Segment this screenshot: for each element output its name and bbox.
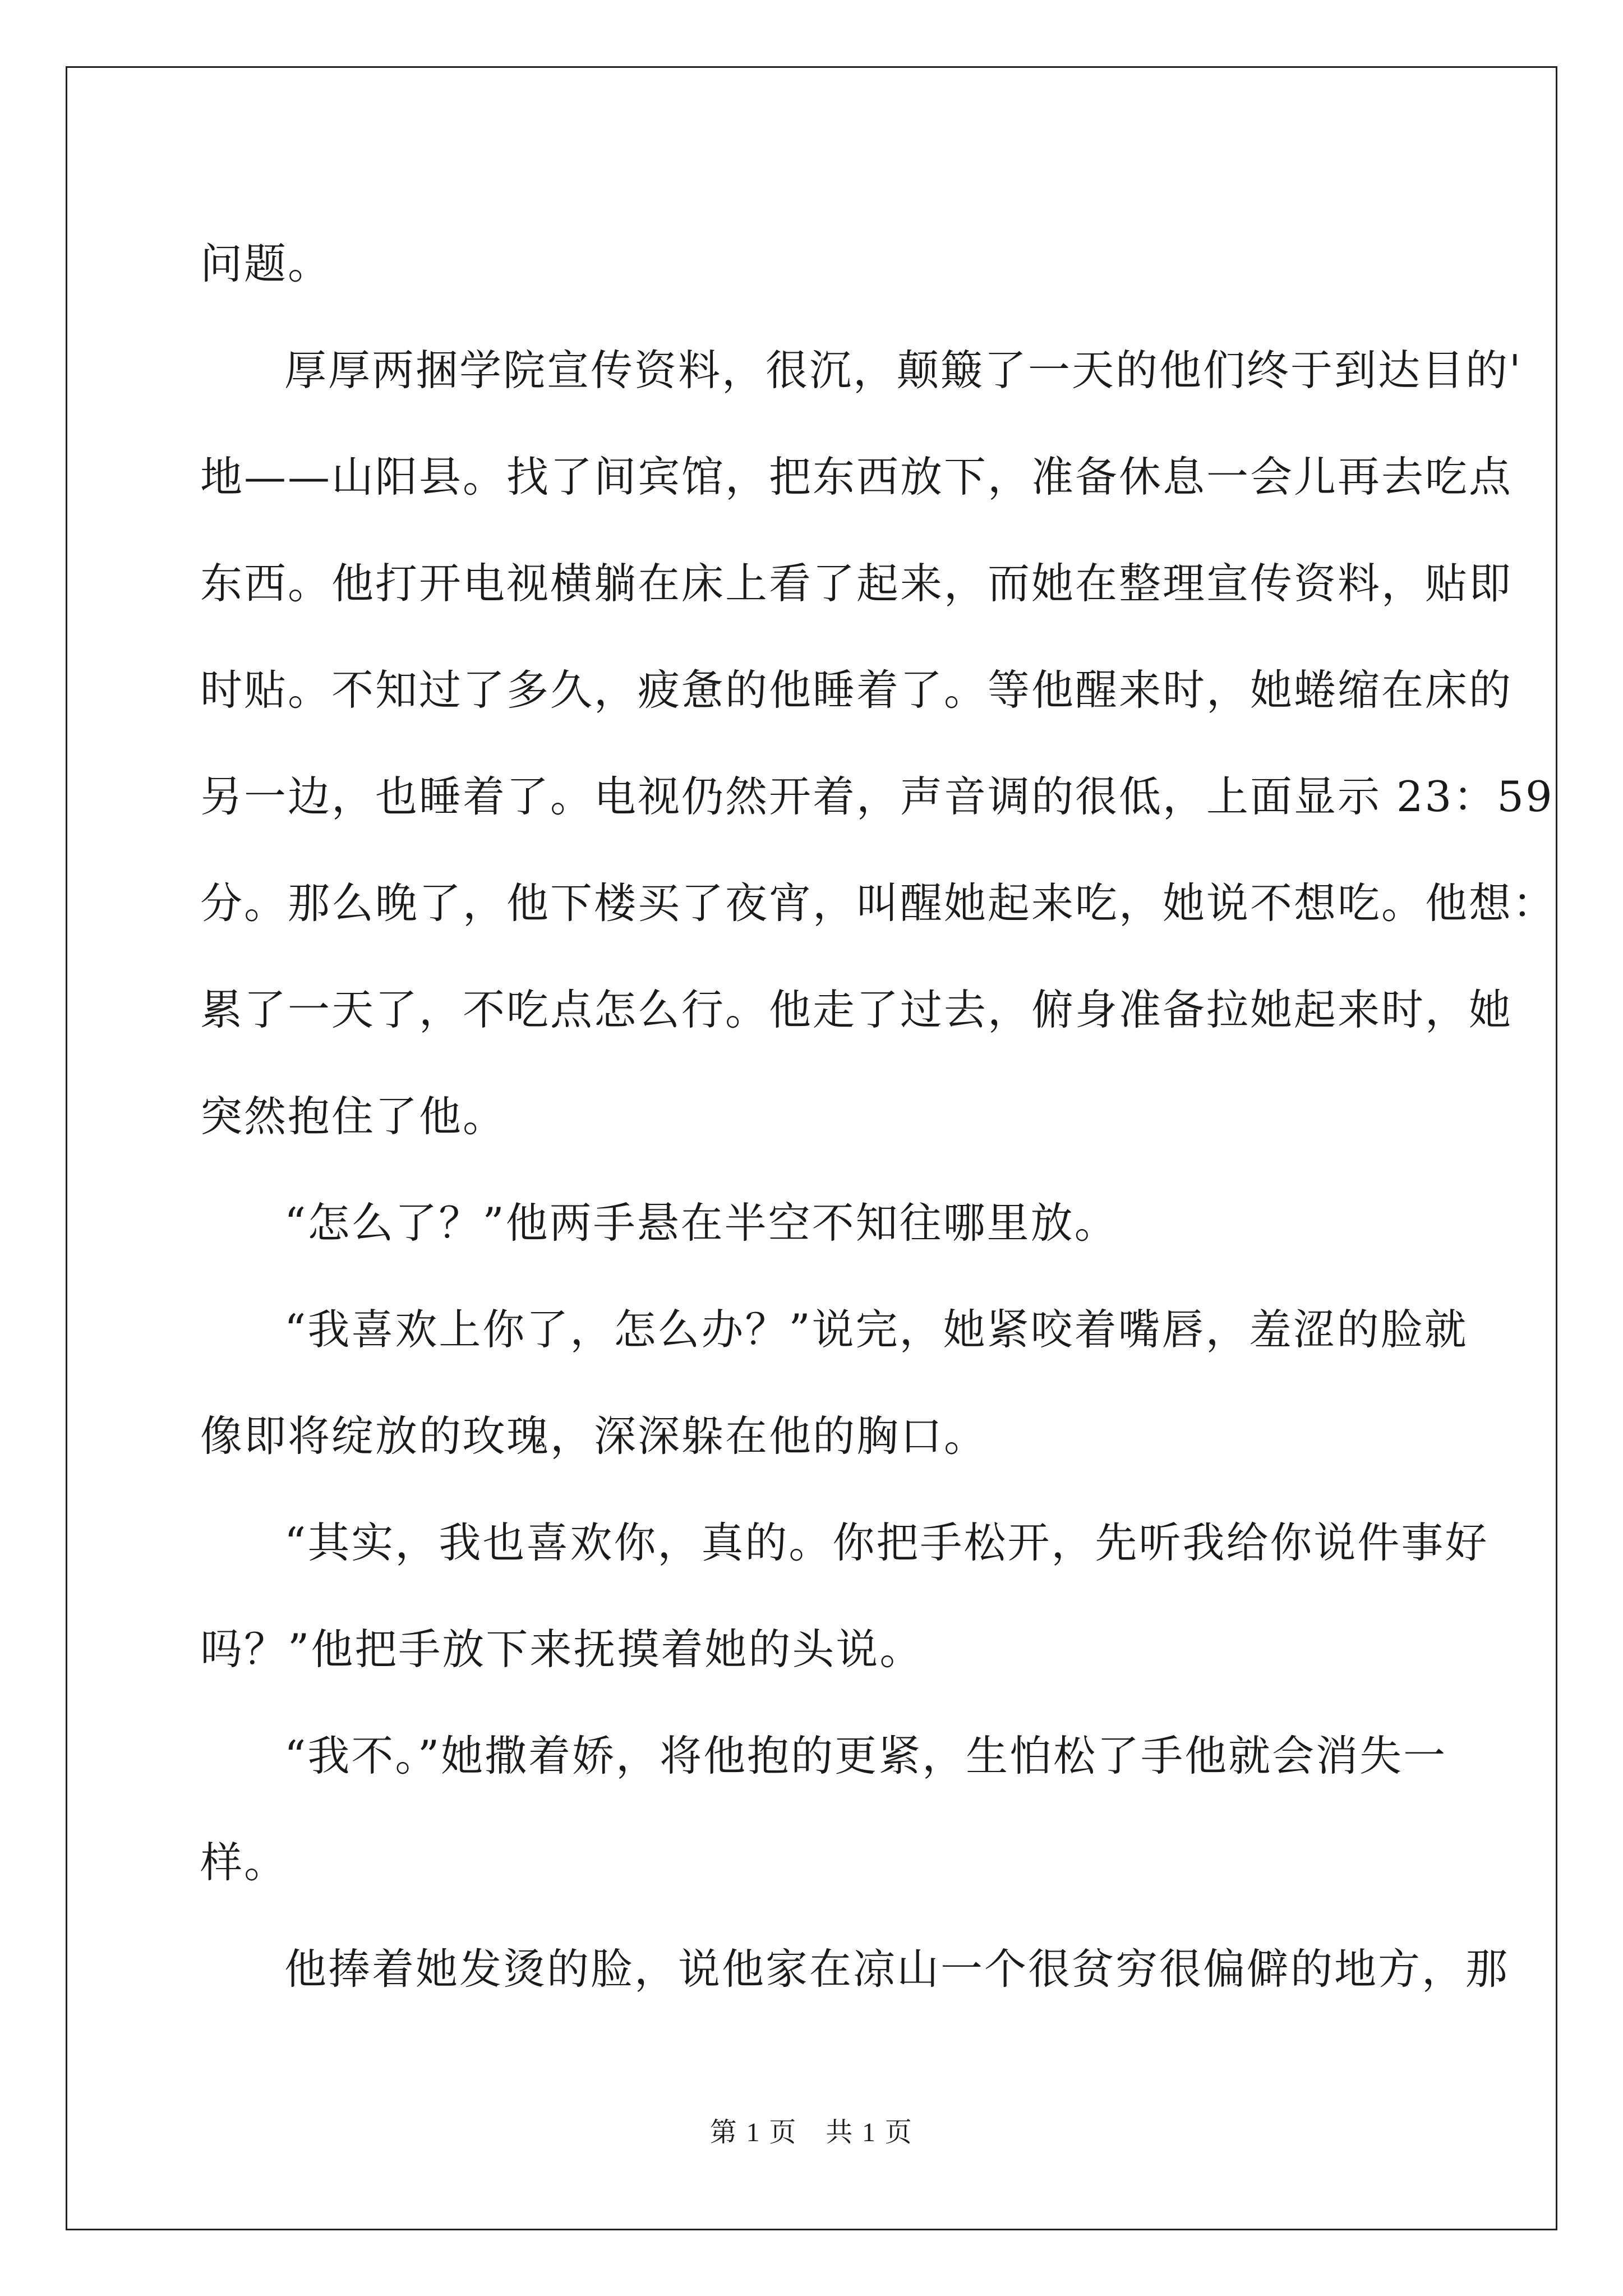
text-line: 累了一天了，不吃点怎么行。他走了过去，俯身准备拉她起来时，她 xyxy=(200,985,1513,1034)
text-line: 东西。他打开电视横躺在床上看了起来，而她在整理宣传资料，贴即 xyxy=(200,559,1513,608)
text-line: 分。那么晚了，他下楼买了夜宵，叫醒她起来吃，她说不想吃。他想： xyxy=(200,878,1557,928)
text-line: “我喜欢上你了，怎么办？”说完，她紧咬着嘴唇，羞涩的脸就 xyxy=(284,1305,1468,1354)
text-line: 问题。 xyxy=(200,239,332,288)
text-line: 厚厚两捆学院宣传资料，很沉，颠簸了一天的他们终于到达目的' xyxy=(284,346,1523,395)
document-body xyxy=(200,210,1557,2022)
text-line: “我不。”她撒着娇，将他抱的更紧，生怕松了手他就会消失一 xyxy=(284,1731,1447,1780)
text-line: 突然抱住了他。 xyxy=(200,1092,507,1141)
text-line: 像即将绽放的玫瑰，深深躲在他的胸口。 xyxy=(200,1411,988,1461)
text-line: “怎么了？”他两手悬在半空不知往哪里放。 xyxy=(284,1198,1118,1248)
text-line: 吗？”他把手放下来抚摸着她的头说。 xyxy=(200,1625,924,1674)
text-line: “其实，我也喜欢你，真的。你把手松开，先听我给你说件事好 xyxy=(284,1518,1489,1567)
page-footer: 第 1 页 共 1 页 xyxy=(709,2118,914,2147)
text-line: 另一边，也睡着了。电视仍然开着，声音调的很低，上面显示 23：59 xyxy=(200,772,1554,821)
text-line: 时贴。不知过了多久，疲惫的他睡着了。等他醒来时，她蜷缩在床的 xyxy=(200,665,1513,715)
text-line: 他捧着她发烫的脸，说他家在凉山一个很贫穷很偏僻的地方，那 xyxy=(284,1944,1510,1994)
text-line: 样。 xyxy=(200,1838,288,1887)
text-line: 地——山阳县。找了间宾馆，把东西放下，准备休息一会儿再去吃点 xyxy=(200,452,1513,501)
